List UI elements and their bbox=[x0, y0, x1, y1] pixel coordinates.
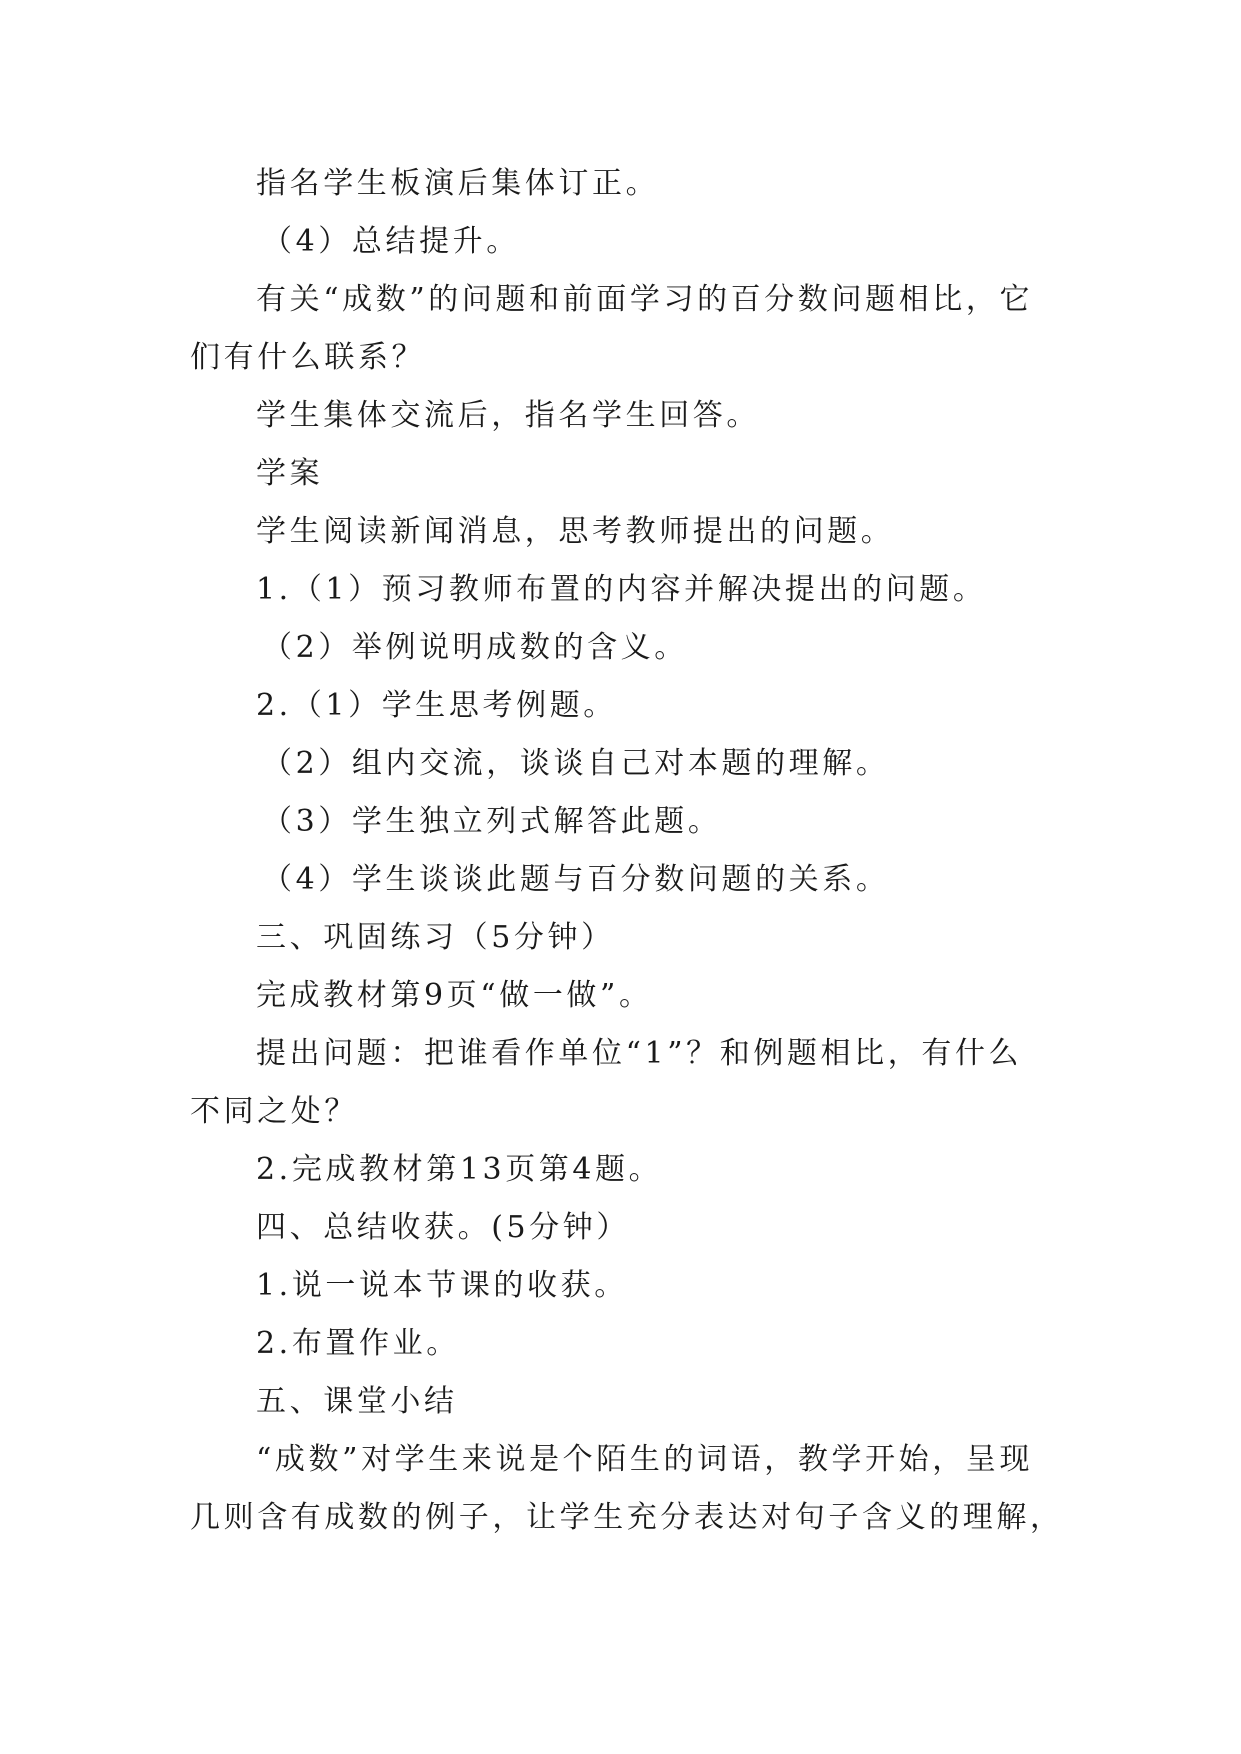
text-line-13: （4）学生谈谈此题与百分数问题的关系。 bbox=[262, 862, 890, 897]
text-line-11: （2）组内交流，谈谈自己对本题的理解。 bbox=[262, 746, 890, 781]
section-heading-xuean: 学案 bbox=[256, 456, 324, 491]
text-line-7: 学生阅读新闻消息，思考教师提出的问题。 bbox=[256, 514, 895, 549]
text-line-21: 2.布置作业。 bbox=[256, 1326, 460, 1361]
text-line-2: （4）总结提升。 bbox=[262, 224, 520, 259]
text-line-8: 1.（1）预习教师布置的内容并解决提出的问题。 bbox=[256, 572, 987, 607]
text-line-24: 几则含有成数的例子，让学生充分表达对句子含义的理解， bbox=[190, 1500, 1064, 1535]
text-line-12: （3）学生独立列式解答此题。 bbox=[262, 804, 722, 839]
text-line-18: 2.完成教材第13页第4题。 bbox=[256, 1152, 663, 1187]
text-line-17: 不同之处？ bbox=[190, 1094, 358, 1129]
text-line-1: 指名学生板演后集体订正。 bbox=[256, 166, 660, 201]
section-heading-class-summary: 五、课堂小结 bbox=[256, 1384, 458, 1419]
text-line-16: 提出问题：把谁看作单位“1”？和例题相比，有什么 bbox=[256, 1036, 1023, 1071]
text-line-4: 们有什么联系？ bbox=[190, 340, 426, 375]
text-line-15: 完成教材第9页“做一做”。 bbox=[256, 978, 653, 1013]
text-line-10: 2.（1）学生思考例题。 bbox=[256, 688, 617, 723]
text-line-9: （2）举例说明成数的含义。 bbox=[262, 630, 688, 665]
section-heading-summary: 四、总结收获。(5分钟） bbox=[256, 1210, 630, 1245]
text-line-3: 有关“成数”的问题和前面学习的百分数问题相比，它 bbox=[256, 282, 1034, 317]
text-line-5: 学生集体交流后，指名学生回答。 bbox=[256, 398, 760, 433]
text-line-23: “成数”对学生来说是个陌生的词语，教学开始，呈现 bbox=[256, 1442, 1034, 1477]
section-heading-practice: 三、巩固练习（5分钟） bbox=[256, 920, 615, 955]
text-line-20: 1.说一说本节课的收获。 bbox=[256, 1268, 628, 1303]
